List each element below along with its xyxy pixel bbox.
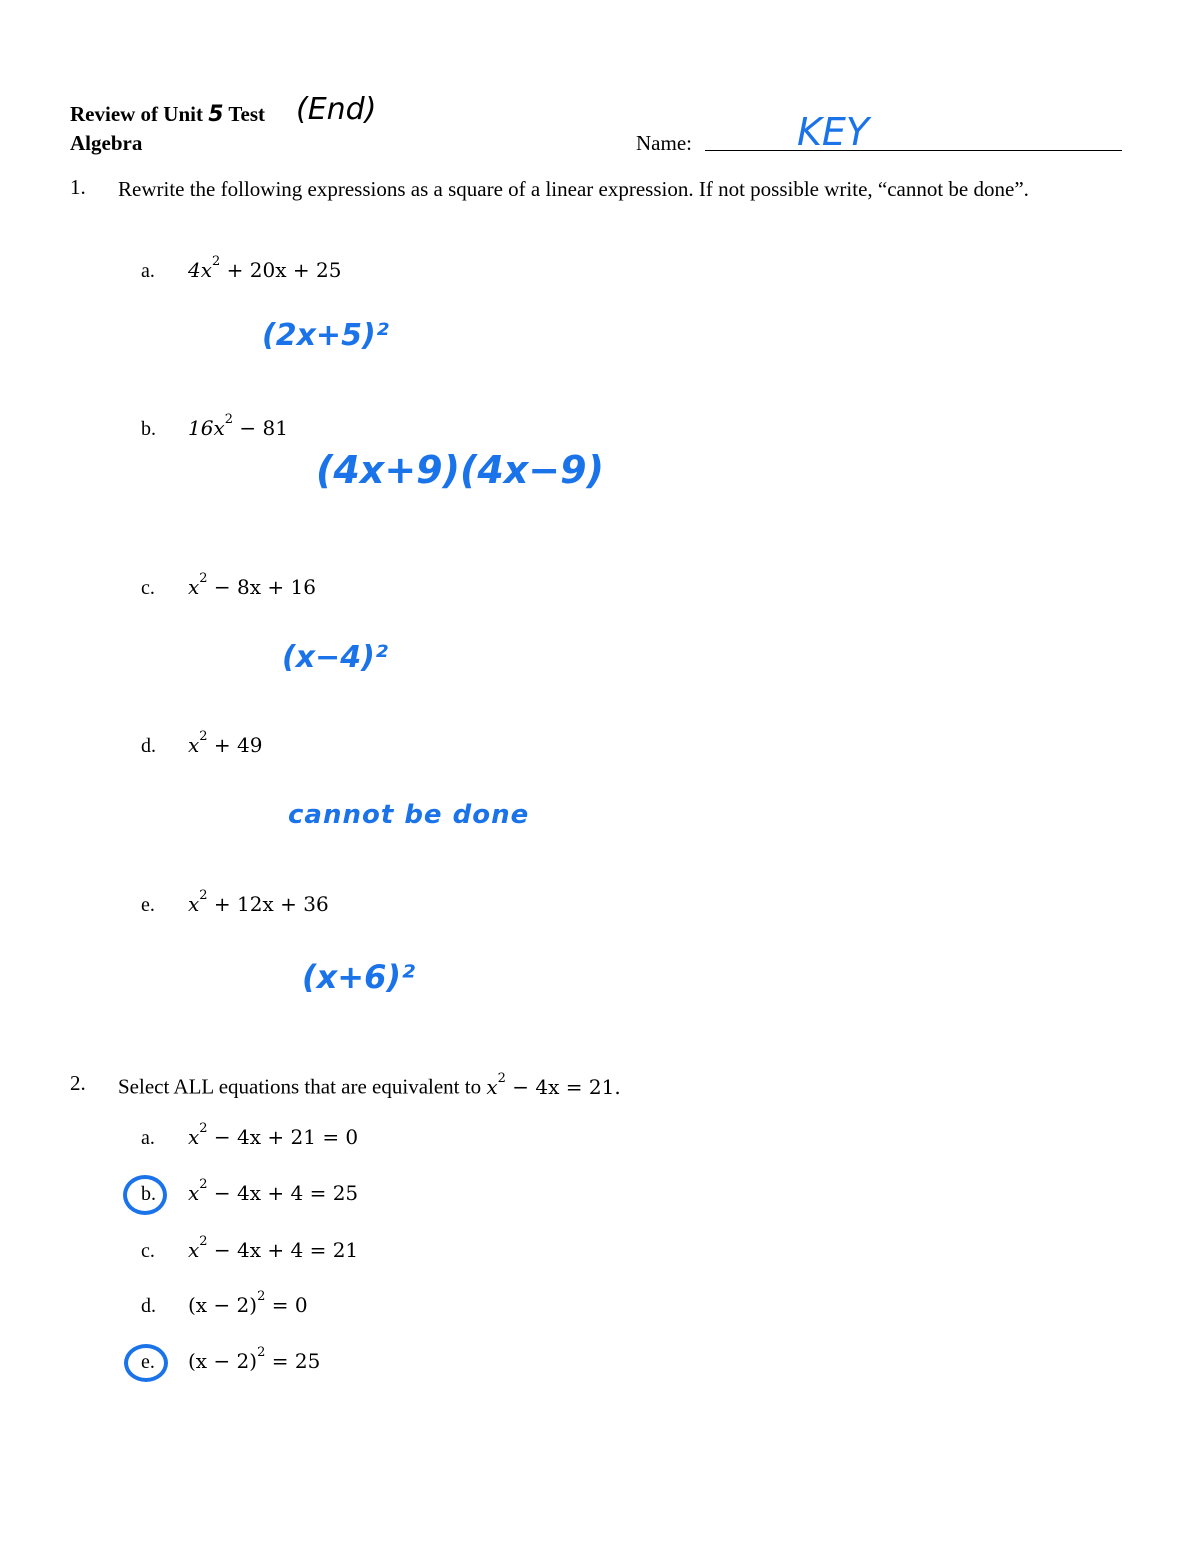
q1-number: 1. [70,175,86,199]
q1c-coef: x [188,575,200,599]
q1b-expression [188,412,288,440]
title-suffix: Test [228,102,265,126]
q2b-exponent: 2 [199,1177,208,1193]
q1d-rest: + 49 [207,733,263,757]
q2b-label[interactable]: b. [141,1183,156,1205]
q1e-answer: (x+6)² [302,958,415,996]
q1e-rest: + 12x + 36 [207,892,329,916]
q2-prompt-math [486,1071,621,1099]
course-name: Algebra [70,131,143,155]
q2-number: 2. [70,1071,86,1095]
q2c-equation[interactable] [188,1234,359,1262]
q1d-label: d. [141,735,156,757]
name-label: Name: [636,131,692,155]
q1a-answer: (2x+5)² [262,318,389,353]
q2d-exponent: 2 [257,1289,266,1305]
name-value: KEY [797,110,870,154]
q1b-label: b. [141,418,156,440]
q1d-answer: cannot be done [288,800,530,830]
q2d-rest: = 0 [265,1293,308,1317]
worksheet-title [70,102,265,127]
q1d-expression [188,729,263,757]
q1b-rest: − 81 [233,416,288,440]
q2-prompt-rest: − 4x = 21. [505,1074,621,1099]
q2-prompt-exponent: 2 [497,1071,506,1086]
q1d-exponent: 2 [199,729,208,745]
q1b-answer: (4x+9)(4x−9) [316,448,604,492]
q1a-label: a. [141,260,155,282]
q2c-label[interactable]: c. [141,1240,155,1262]
q2c-rest: − 4x + 4 = 21 [207,1238,359,1262]
q1a-coef: 4x [188,258,213,282]
name-line[interactable] [705,150,1122,151]
q1a-rest: + 20x + 25 [220,258,342,282]
title-prefix: Review of Unit [70,102,203,126]
q2b-base: x [188,1181,200,1205]
q2-prompt-text: Select ALL equations that are equivalent to [118,1074,487,1099]
q2e-label[interactable]: e. [141,1351,155,1373]
q2d-label[interactable]: d. [141,1295,156,1317]
q1e-label: e. [141,894,155,916]
q2e-rest: = 25 [265,1349,321,1373]
q2a-base: x [188,1125,200,1149]
q2b-rest: − 4x + 4 = 25 [207,1181,359,1205]
q1d-coef: x [188,733,200,757]
q1c-expression [188,571,316,599]
q1b-exponent: 2 [224,412,234,428]
q1a-expression [188,254,342,282]
q2d-base: (x − 2) [188,1293,258,1317]
q1c-rest: − 8x + 16 [207,575,316,599]
q1c-label: c. [141,577,155,599]
q2a-rest: − 4x + 21 = 0 [207,1125,359,1149]
q1a-exponent: 2 [212,254,221,270]
q1e-expression [188,888,329,916]
q1e-exponent: 2 [199,888,208,904]
q2-prompt [118,1068,621,1102]
q1e-coef: x [188,892,200,916]
q2a-label[interactable]: a. [141,1127,155,1149]
q2a-equation[interactable] [188,1121,359,1149]
q2-prompt-base: x [486,1074,498,1099]
title-annotation: (End) [296,92,377,127]
q1b-coef: 16x [188,416,225,440]
q1c-exponent: 2 [199,571,208,587]
q2c-base: x [188,1238,200,1262]
q2e-equation[interactable] [188,1345,321,1373]
q2b-equation[interactable] [188,1177,359,1205]
q2e-exponent: 2 [257,1345,266,1361]
q2e-base: (x − 2) [188,1349,258,1373]
q1c-answer: (x−4)² [282,640,388,675]
unit-number: 5 [208,102,224,127]
q2d-equation[interactable] [188,1289,308,1317]
q2a-exponent: 2 [199,1121,208,1137]
q2c-exponent: 2 [199,1234,208,1250]
q1-prompt: Rewrite the following expressions as a square of a linear expression. If not possible write, “cannot be done”. [118,177,1029,201]
